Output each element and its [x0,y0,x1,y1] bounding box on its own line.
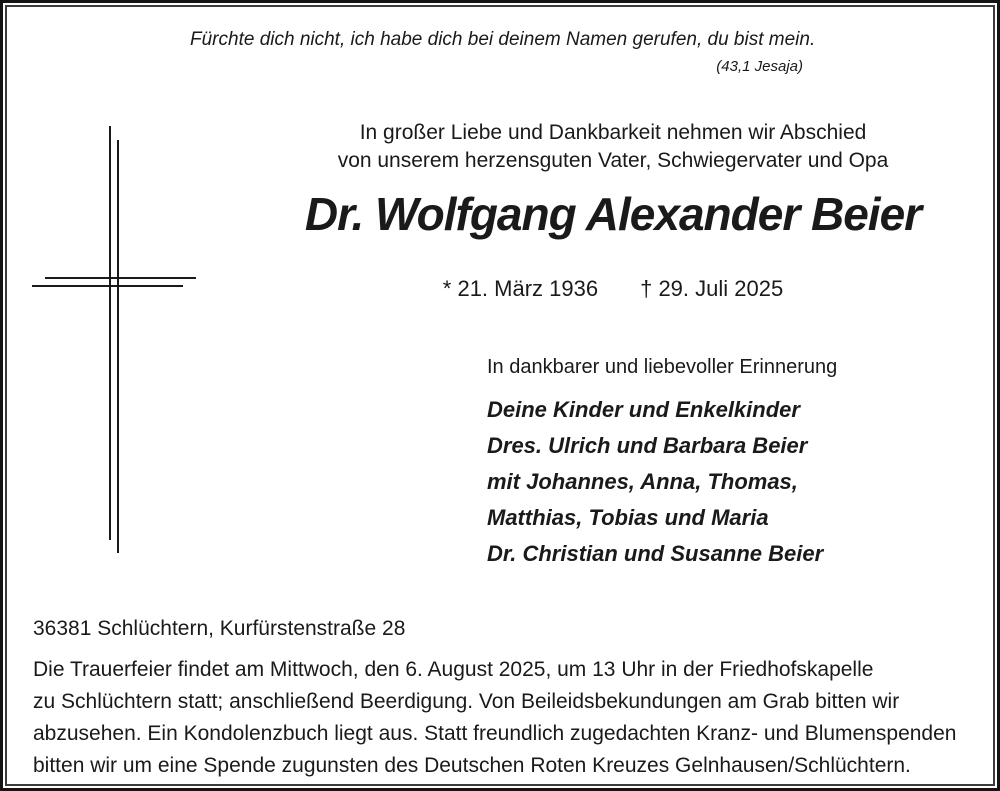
remembrance-line: In dankbarer und liebevoller Erinnerung [487,356,838,378]
funeral-info-paragraph [33,654,956,782]
scripture-source: (43,1 Jesaja) [716,58,803,75]
intro-text [218,119,1000,175]
mourners-block [487,392,823,572]
deceased-name: Dr. Wolfgang Alexander Beier [304,188,922,240]
mourner-line-4: Matthias, Tobias und Maria [487,505,769,530]
mourner-line-1: Deine Kinder und Enkelkinder [487,397,800,422]
mourner-line-2: Dres. Ulrich und Barbara Beier [487,433,808,458]
funeral-line-4: bitten wir um eine Spende zugunsten des Deutschen Roten Kreuzes Gelnhausen/Schlüchtern. [33,754,911,777]
mourner-line-3: mit Johannes, Anna, Thomas, [487,469,798,494]
funeral-line-3: abzusehen. Ein Kondolenzbuch liegt aus. Statt freundlich zugedachten Kranz- und Blumenspenden [33,722,957,745]
birth-date: * 21. März 1936 [442,276,599,301]
funeral-line-2: zu Schlüchtern statt; anschließend Beerdigung. Von Beileidsbekundungen am Grab bitten wir [33,690,900,713]
mourner-line-5: Dr. Christian und Susanne Beier [487,541,824,566]
intro-line-2: von unserem herzensguten Vater, Schwiegervater und Opa [337,149,889,172]
scripture-quote-block [190,27,816,78]
death-date: † 29. Juli 2025 [640,276,784,301]
address-line: 36381 Schlüchtern, Kurfürstenstraße 28 [33,617,406,640]
intro-line-1: In großer Liebe und Dankbarkeit nehmen wir Abschied [359,121,867,144]
funeral-line-1: Die Trauerfeier findet am Mittwoch, den 6. August 2025, um 13 Uhr in der Friedhofskapelle [33,658,874,681]
scripture-quote: Fürchte dich nicht, ich habe dich bei deinem Namen gerufen, du bist mein. [190,29,816,50]
cross-icon [18,108,203,573]
life-dates [218,275,1000,303]
